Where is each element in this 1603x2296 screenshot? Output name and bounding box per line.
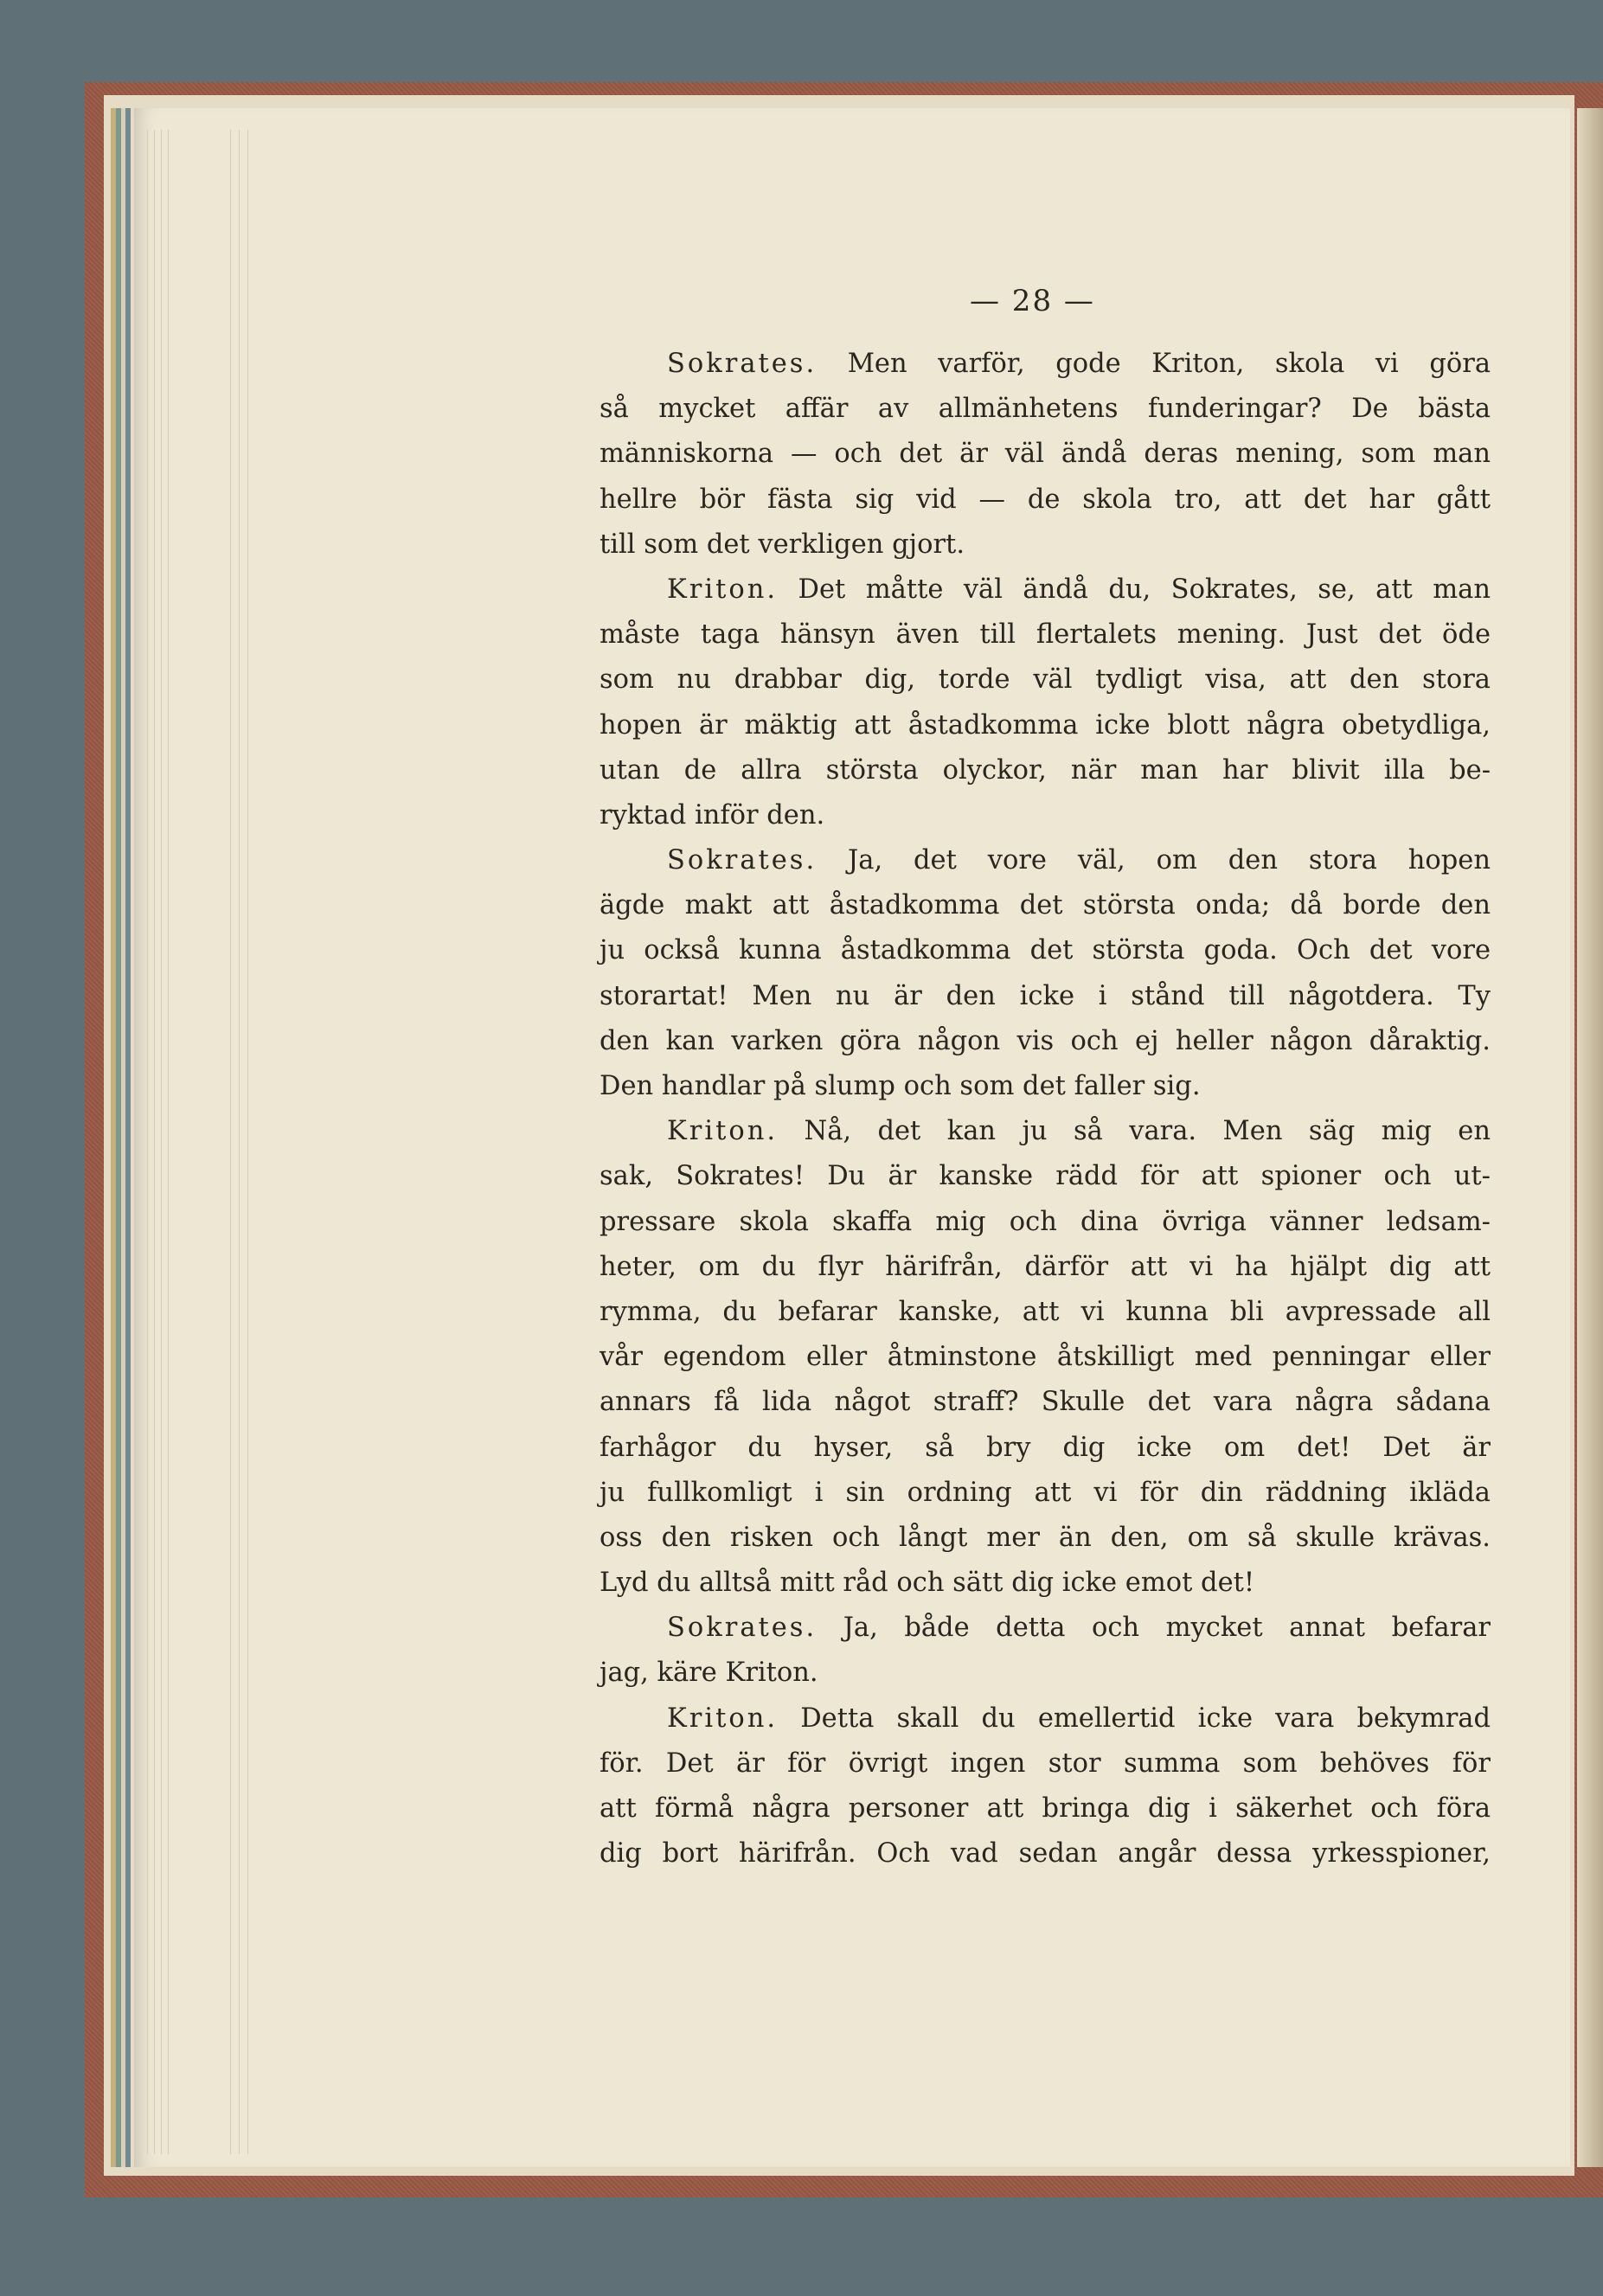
line-text: ju också kunna åstadkomma det största goda. Och det vore — [600, 935, 1491, 966]
line-text: vår egendom eller åtminstone åtskilligt med penningar eller — [600, 1342, 1491, 1373]
line-text: Men varför, gode Kriton, skola vi göra — [847, 349, 1491, 379]
page-edge-line — [161, 130, 162, 2154]
text-line — [600, 342, 1491, 387]
text-line — [600, 883, 1491, 928]
text-line — [600, 1471, 1491, 1516]
text-line — [600, 1696, 1491, 1741]
line-text: pressare skola skaffa mig och dina övriga vänner ledsam- — [600, 1206, 1491, 1237]
speaker-name: Kriton. — [667, 574, 779, 605]
line-text: Det måtte väl ändå du, Sokrates, se, att man — [798, 574, 1491, 605]
line-text: Lyd du alltså mitt råd och sätt dig icke emot det! — [600, 1568, 1255, 1599]
line-text: oss den risken och långt mer än den, om så skulle krävas. — [600, 1522, 1491, 1553]
line-text: den kan varken göra någon vis och ej heller någon dåraktig. — [600, 1025, 1491, 1056]
line-text: annars få lida något straff? Skulle det vara några sådana — [600, 1387, 1491, 1418]
text-line — [600, 1200, 1491, 1245]
text-line — [600, 1561, 1491, 1606]
page-edge — [125, 108, 131, 2167]
text-line — [600, 657, 1491, 702]
line-text: rymma, du befarar kanske, att vi kunna bli avpressade all — [600, 1296, 1491, 1327]
page-edge-line — [154, 130, 155, 2154]
text-line — [600, 387, 1491, 432]
line-text: till som det verkligen gjort. — [600, 529, 965, 560]
page-edge-line — [230, 130, 231, 2154]
line-text: hellre bör fästa sig vid — de skola tro, att det har gått — [600, 484, 1491, 515]
line-text: Nå, det kan ju så vara. Men säg mig en — [804, 1116, 1491, 1147]
text-line — [600, 1426, 1491, 1471]
text-line — [600, 612, 1491, 657]
line-text: Detta skall du emellertid icke vara bekymrad — [800, 1703, 1491, 1734]
text-line — [600, 748, 1491, 793]
text-line — [600, 1064, 1491, 1109]
line-text: dig bort härifrån. Och vad sedan angår dessa yrkesspioner, — [600, 1838, 1491, 1870]
text-line — [600, 478, 1491, 523]
paragraph — [600, 342, 1491, 568]
line-text: Den handlar på slump och som det faller sig. — [600, 1071, 1201, 1101]
line-text: storartat! Men nu är den icke i stånd till någotdera. Ty — [600, 980, 1491, 1011]
text-line — [600, 703, 1491, 748]
line-text: ryktad inför den. — [600, 799, 825, 831]
text-line — [600, 1154, 1491, 1199]
line-text: Ja, det vore väl, om den stora hopen — [848, 845, 1491, 876]
text-line — [600, 568, 1491, 612]
text-line — [600, 928, 1491, 973]
text-line — [600, 1651, 1491, 1696]
speaker-name: Sokrates. — [667, 349, 818, 379]
text-line — [600, 1380, 1491, 1425]
speaker-name: Sokrates. — [667, 845, 818, 876]
page-edge-line — [247, 130, 248, 2154]
line-text: måste taga hänsyn även till flertalets mening. Just det öde — [600, 619, 1491, 651]
speaker-name: Kriton. — [667, 1116, 779, 1147]
line-text: utan de allra största olyckor, när man har blivit illa be- — [600, 754, 1491, 786]
line-text: att förmå några personer att bringa dig i säkerhet och föra — [600, 1793, 1491, 1824]
text-line — [600, 1019, 1491, 1064]
text-line — [600, 1786, 1491, 1831]
paragraph — [600, 1109, 1491, 1606]
line-text: jag, käre Kriton. — [600, 1658, 818, 1689]
text-line — [600, 974, 1491, 1019]
line-text: hopen är mäktig att åstadkomma icke blott några obetydliga, — [600, 709, 1491, 741]
text-line — [600, 1245, 1491, 1290]
text-line — [600, 1831, 1491, 1876]
line-text: Ja, både detta och mycket annat befarar — [843, 1613, 1491, 1644]
line-text: som nu drabbar dig, torde väl tydligt visa, att den stora — [600, 664, 1491, 696]
line-text: ägde makt att åstadkomma det största onda; då borde den — [600, 890, 1491, 921]
page-edge-line — [147, 130, 148, 2154]
page-edge-line — [168, 130, 169, 2154]
text-line — [600, 1290, 1491, 1335]
line-text: sak, Sokrates! Du är kanske rädd för att spioner och ut- — [600, 1161, 1491, 1192]
text-line — [600, 1606, 1491, 1651]
line-text: så mycket affär av allmänhetens funderingar? De bästa — [600, 394, 1491, 425]
line-text: ju fullkomligt i sin ordning att vi för din räddning ikläda — [600, 1477, 1491, 1508]
line-text: farhågor du hyser, så bry dig icke om det! Det är — [600, 1432, 1491, 1463]
text-line — [600, 1516, 1491, 1561]
line-text: för. Det är för övrigt ingen stor summa som behöves för — [600, 1748, 1491, 1779]
page-number: — 28 — — [970, 284, 1095, 318]
line-text: människorna — och det är väl ändå deras mening, som man — [600, 439, 1491, 470]
text-line — [600, 1741, 1491, 1786]
speaker-name: Kriton. — [667, 1703, 779, 1734]
page-text — [600, 342, 1491, 1876]
book-gutter — [1577, 108, 1603, 2167]
line-text: heter, om du flyr härifrån, därför att vi ha hjälpt dig att — [600, 1251, 1491, 1282]
paragraph — [600, 1606, 1491, 1696]
paragraph — [600, 838, 1491, 1109]
text-line — [600, 793, 1491, 838]
text-line — [600, 838, 1491, 883]
page-edge-line — [239, 130, 240, 2154]
paragraph — [600, 1696, 1491, 1877]
text-line — [600, 1109, 1491, 1154]
paragraph — [600, 568, 1491, 838]
speaker-name: Sokrates. — [667, 1613, 818, 1644]
text-line — [600, 432, 1491, 477]
text-line — [600, 523, 1491, 568]
text-line — [600, 1335, 1491, 1380]
